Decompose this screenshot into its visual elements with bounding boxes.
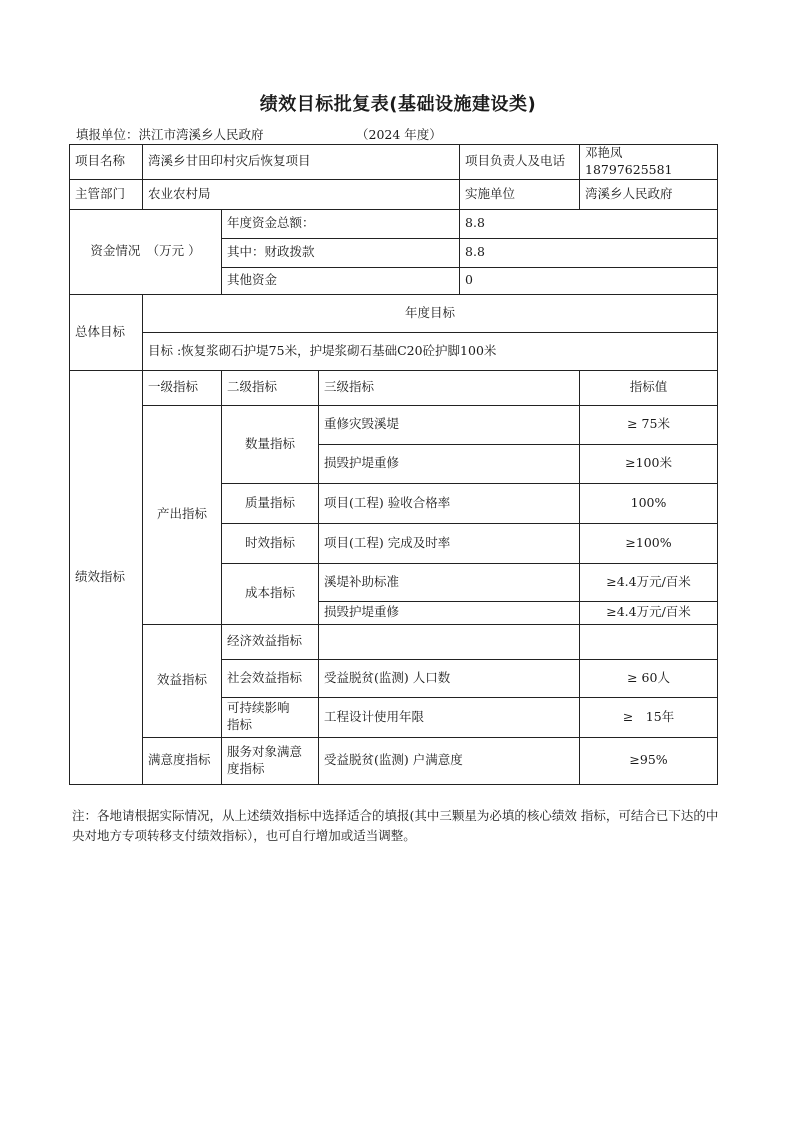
sustainability-value: ≥ 15年 — [580, 697, 718, 737]
funds-total-label: 年度资金总额： — [222, 209, 460, 238]
satisfaction-level2: 服务对象满意度指标 — [222, 737, 319, 784]
satisfaction-label: 满意度指标 — [143, 737, 222, 784]
table-row — [70, 405, 718, 444]
cost-item-1: 溪堤补助标准 — [319, 563, 580, 601]
table-row — [70, 624, 718, 659]
funds-label: 资金情况 （万元 ） — [70, 209, 222, 294]
table-row — [70, 179, 718, 209]
benefit-label: 效益指标 — [143, 624, 222, 737]
project-name: 湾溪乡甘田印村灾后恢复项目 — [143, 145, 460, 180]
cost-item-2: 损毁护堤重修 — [319, 601, 580, 624]
table-row — [70, 370, 718, 405]
impl-value: 湾溪乡人民政府 — [580, 179, 718, 209]
timeliness-label: 时效指标 — [222, 523, 319, 563]
sustainability-item: 工程设计使用年限 — [319, 697, 580, 737]
header-level3: 三级指标 — [319, 370, 580, 405]
social-value: ≥ 60人 — [580, 659, 718, 697]
sustainability-label: 可持续影响 指标 — [222, 697, 319, 737]
header-level1: 一级指标 — [143, 370, 222, 405]
cost-value-2: ≥4.4万元/百米 — [580, 601, 718, 624]
report-header — [76, 125, 442, 143]
social-label: 社会效益指标 — [222, 659, 319, 697]
annual-goal-label: 年度目标 — [143, 294, 718, 332]
quantity-item-2: 损毁护堤重修 — [319, 444, 580, 483]
satisfaction-value: ≥95% — [580, 737, 718, 784]
satisfaction-item: 受益脱贫(监测) 户满意度 — [319, 737, 580, 784]
output-label: 产出指标 — [143, 405, 222, 624]
cost-value-1: ≥4.4万元/百米 — [580, 563, 718, 601]
funds-fiscal-label: 其中：财政拨款 — [222, 238, 460, 267]
dept-value: 农业农村局 — [143, 179, 460, 209]
report-year: （2024 年度） — [356, 127, 442, 142]
owner-label: 项目负责人及电话 — [460, 145, 580, 180]
funds-other-value: 0 — [460, 267, 718, 294]
table-row — [70, 332, 718, 370]
timeliness-value: ≥100% — [580, 523, 718, 563]
reporting-unit: 填报单位：洪江市湾溪乡人民政府 — [76, 127, 264, 142]
quantity-item-1: 重修灾毁溪堤 — [319, 405, 580, 444]
quality-label: 质量指标 — [222, 483, 319, 523]
quantity-label: 数量指标 — [222, 405, 319, 483]
table-row — [70, 209, 718, 238]
economic-value — [580, 624, 718, 659]
table-row — [70, 145, 718, 180]
social-item: 受益脱贫(监测) 人口数 — [319, 659, 580, 697]
quantity-value-2: ≥100米 — [580, 444, 718, 483]
header-level2: 二级指标 — [222, 370, 319, 405]
economic-label: 经济效益指标 — [222, 624, 319, 659]
header-value: 指标值 — [580, 370, 718, 405]
quality-value: 100% — [580, 483, 718, 523]
dept-label: 主管部门 — [70, 179, 143, 209]
overall-goal-label: 总体目标 — [70, 294, 143, 370]
funds-other-label: 其他资金 — [222, 267, 460, 294]
funds-total-value: 8.8 — [460, 209, 718, 238]
perf-label: 绩效指标 — [70, 370, 143, 784]
impl-label: 实施单位 — [460, 179, 580, 209]
table-row — [70, 737, 718, 784]
footnote: 注：各地请根据实际情况，从上述绩效指标中选择适合的填报(其中三颗星为必填的核心绩效 指标，可结合已下达的中央对地方专项转移支付绩效指标），也可自行增加或适当调整。 — [72, 808, 719, 843]
cost-label: 成本指标 — [222, 563, 319, 624]
table-row — [70, 294, 718, 332]
economic-item — [319, 624, 580, 659]
performance-table — [69, 144, 718, 785]
annual-goal-text: 目标 :恢复浆砌石护堤75米，护堤浆砌石基础C20砼护脚100米 — [143, 332, 718, 370]
quality-item: 项目(工程) 验收合格率 — [319, 483, 580, 523]
timeliness-item: 项目(工程) 完成及时率 — [319, 523, 580, 563]
page-title: 绩效目标批复表(基础设施建设类) — [259, 94, 537, 115]
project-name-label: 项目名称 — [70, 145, 143, 180]
quantity-value-1: ≥ 75米 — [580, 405, 718, 444]
funds-fiscal-value: 8.8 — [460, 238, 718, 267]
owner-value: 邓艳凤 18797625581 — [580, 145, 718, 180]
